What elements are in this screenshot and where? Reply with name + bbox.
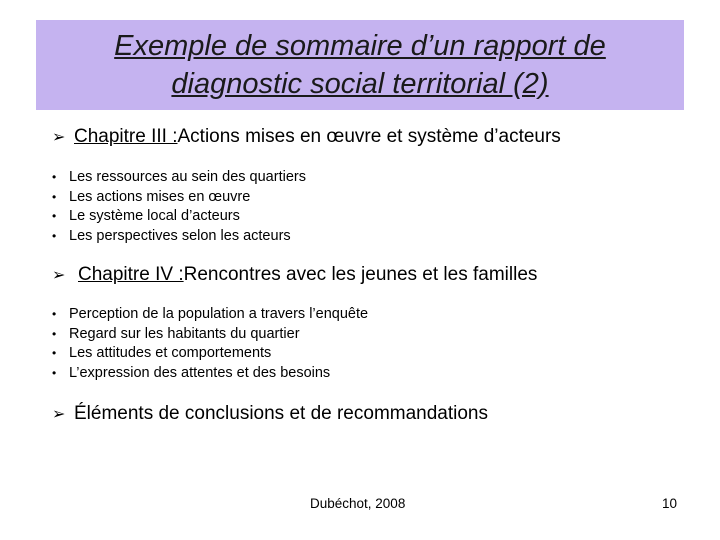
chapter-3-text: Actions mises en œuvre et système d’acteurs bbox=[177, 126, 561, 147]
page-number: 10 bbox=[662, 496, 678, 511]
chapter-4-list bbox=[52, 305, 368, 383]
title-banner bbox=[36, 20, 684, 110]
list-item bbox=[52, 364, 368, 384]
bullet-icon: • bbox=[52, 365, 57, 380]
chapter-4-label: Chapitre IV : bbox=[78, 264, 184, 285]
list-item-text: Le système local d’acteurs bbox=[69, 208, 240, 224]
list-item bbox=[52, 227, 306, 247]
bullet-icon: • bbox=[52, 326, 57, 341]
bullet-icon: • bbox=[52, 346, 57, 360]
bullet-icon: • bbox=[52, 228, 57, 243]
title-line-2: diagnostic social territorial (2) bbox=[171, 68, 549, 100]
chapter-3-label: Chapitre III : bbox=[74, 126, 178, 147]
list-item-text: Les attitudes et comportements bbox=[69, 345, 272, 361]
list-item bbox=[52, 344, 368, 364]
bullet-icon: • bbox=[52, 189, 57, 204]
chapter-3-heading bbox=[52, 126, 561, 148]
conclusion-text: Éléments de conclusions et de recommandations bbox=[74, 403, 489, 424]
list-item bbox=[52, 188, 306, 208]
conclusion-heading bbox=[52, 403, 488, 425]
list-item-text: Les actions mises en œuvre bbox=[69, 188, 251, 205]
chapter-3-list bbox=[52, 168, 306, 246]
arrow-bullet-icon: ➢ bbox=[52, 129, 66, 146]
list-item bbox=[52, 168, 306, 188]
chapter-4-heading bbox=[52, 264, 537, 286]
title-line-1: Exemple de sommaire d’un rapport de bbox=[114, 30, 606, 62]
list-item-text: Regard sur les habitants du quartier bbox=[69, 325, 300, 342]
list-item-text: Les perspectives selon les acteurs bbox=[69, 227, 291, 244]
footer-author: Dubéchot, 2008 bbox=[310, 496, 406, 511]
list-item-text: Perception de la population a travers l’enquête bbox=[69, 306, 369, 322]
list-item bbox=[52, 305, 368, 325]
bullet-icon: • bbox=[52, 170, 57, 184]
list-item-text: L’expression des attentes et des besoins bbox=[69, 364, 331, 381]
bullet-icon: • bbox=[52, 307, 57, 321]
list-item bbox=[52, 325, 368, 345]
bullet-icon: • bbox=[52, 209, 57, 223]
chapter-4-text: Rencontres avec les jeunes et les familles bbox=[183, 264, 538, 285]
list-item-text: Les ressources au sein des quartiers bbox=[69, 169, 306, 185]
arrow-bullet-icon: ➢ bbox=[52, 267, 66, 284]
list-item bbox=[52, 207, 306, 227]
arrow-bullet-icon: ➢ bbox=[52, 406, 66, 423]
